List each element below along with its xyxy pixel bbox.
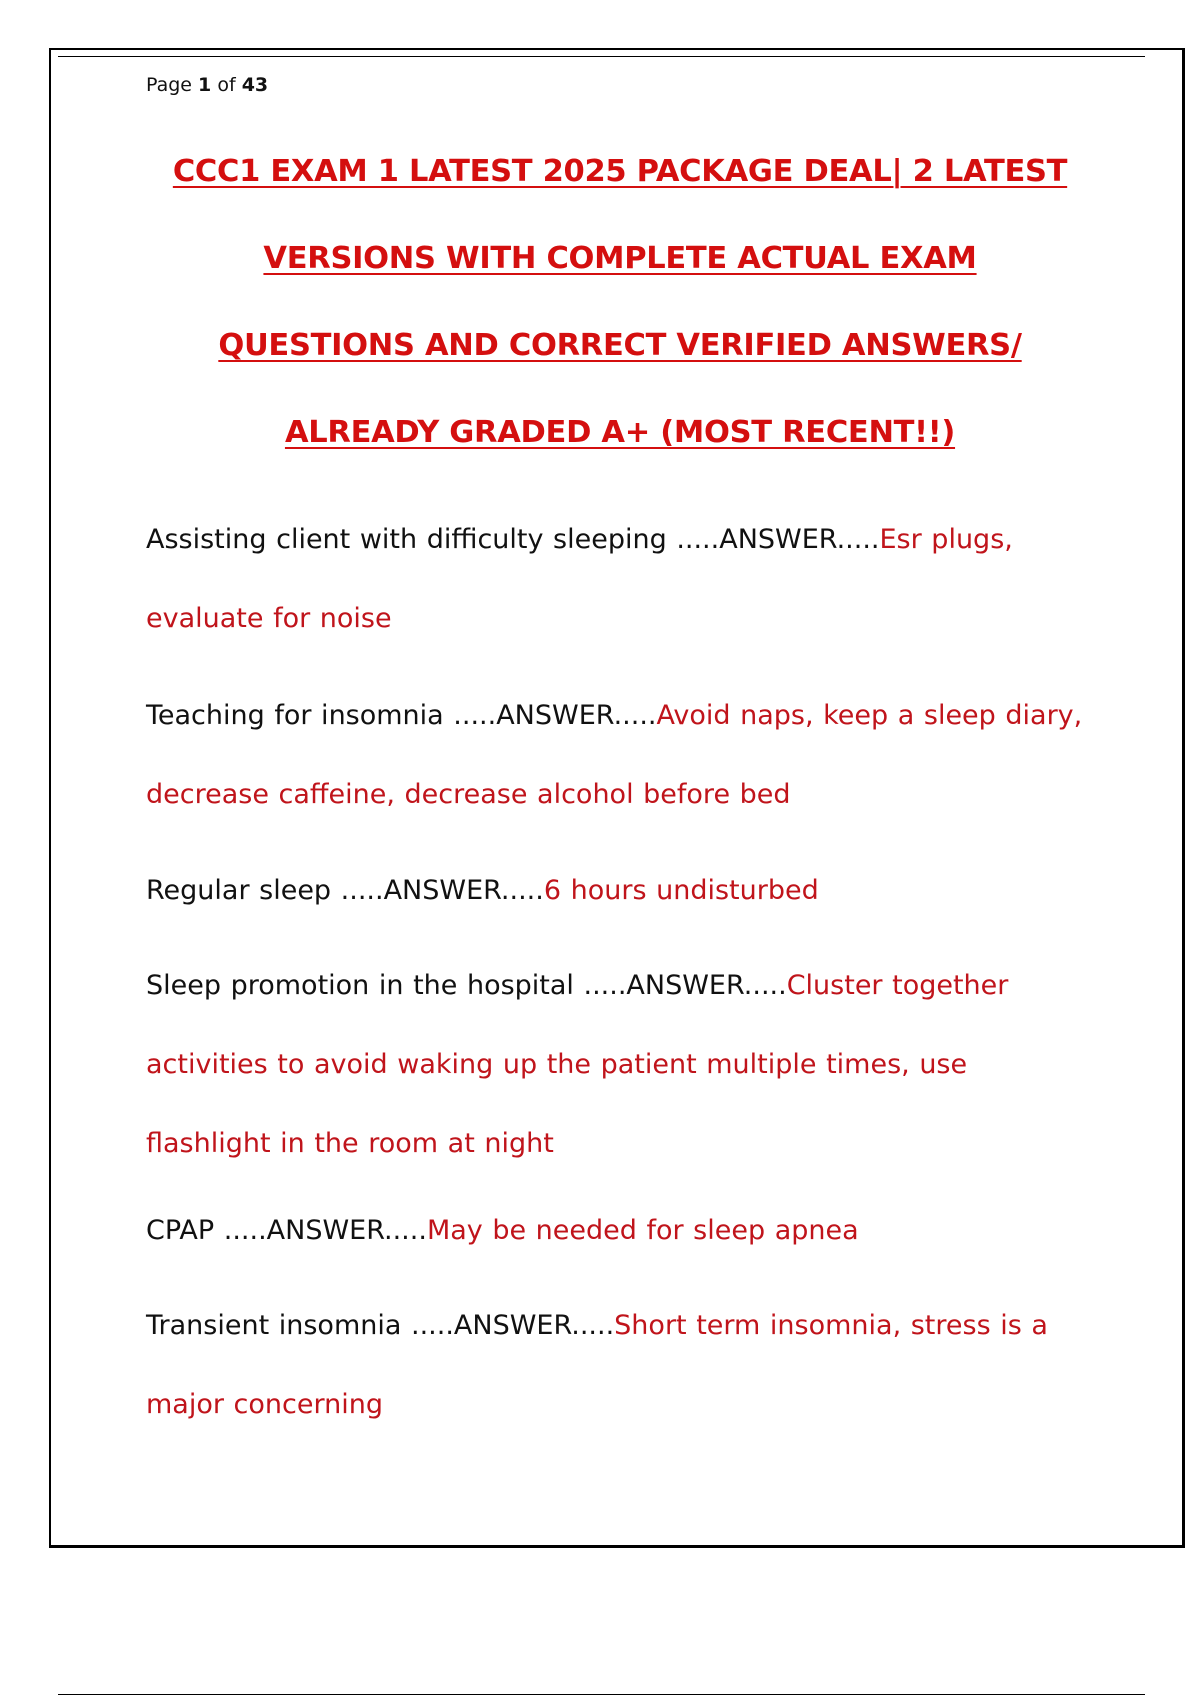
qa-item — [146, 500, 1086, 658]
qa-item — [146, 1286, 1086, 1444]
current-page: 1 — [198, 74, 212, 96]
title-line: QUESTIONS AND CORRECT VERIFIED ANSWERS/ — [218, 328, 1022, 363]
question: Transient insomnia .....ANSWER..... — [146, 1310, 615, 1341]
question: CPAP .....ANSWER..... — [146, 1215, 427, 1246]
qa-item — [146, 851, 1086, 930]
qa-item — [146, 946, 1086, 1183]
of-label: of — [217, 74, 236, 96]
question: Assisting client with difficulty sleeping .....ANSWER..... — [146, 524, 880, 555]
qa-item — [146, 1191, 1086, 1270]
total-pages: 43 — [241, 74, 269, 96]
page-number — [146, 74, 268, 96]
title-line: ALREADY GRADED A+ (MOST RECENT!!) — [284, 415, 956, 450]
answer: 6 hours undisturbed — [543, 875, 819, 906]
answer: Short term insomnia, stress is a major concerning — [146, 1310, 1048, 1420]
answer: Cluster together activities to avoid waking up the patient multiple times, use flashlight in the room at night — [146, 970, 1009, 1159]
document-title — [140, 128, 1100, 476]
page-prefix: Page — [146, 74, 192, 96]
answer: May be needed for sleep apnea — [426, 1215, 859, 1246]
question: Sleep promotion in the hospital .....ANSWER..... — [146, 970, 787, 1001]
bottom-rule — [58, 1694, 1145, 1695]
question: Teaching for insomnia .....ANSWER..... — [146, 700, 657, 731]
question: Regular sleep .....ANSWER..... — [146, 875, 544, 906]
answer: Esr plugs, evaluate for noise — [146, 524, 1013, 634]
title-line: VERSIONS WITH COMPLETE ACTUAL EXAM — [263, 241, 977, 276]
answer: Avoid naps, keep a sleep diary, decrease caffeine, decrease alcohol before bed — [146, 700, 1083, 810]
qa-item — [146, 676, 1086, 834]
title-line: CCC1 EXAM 1 LATEST 2025 PACKAGE DEAL| 2 LATEST — [172, 154, 1068, 189]
